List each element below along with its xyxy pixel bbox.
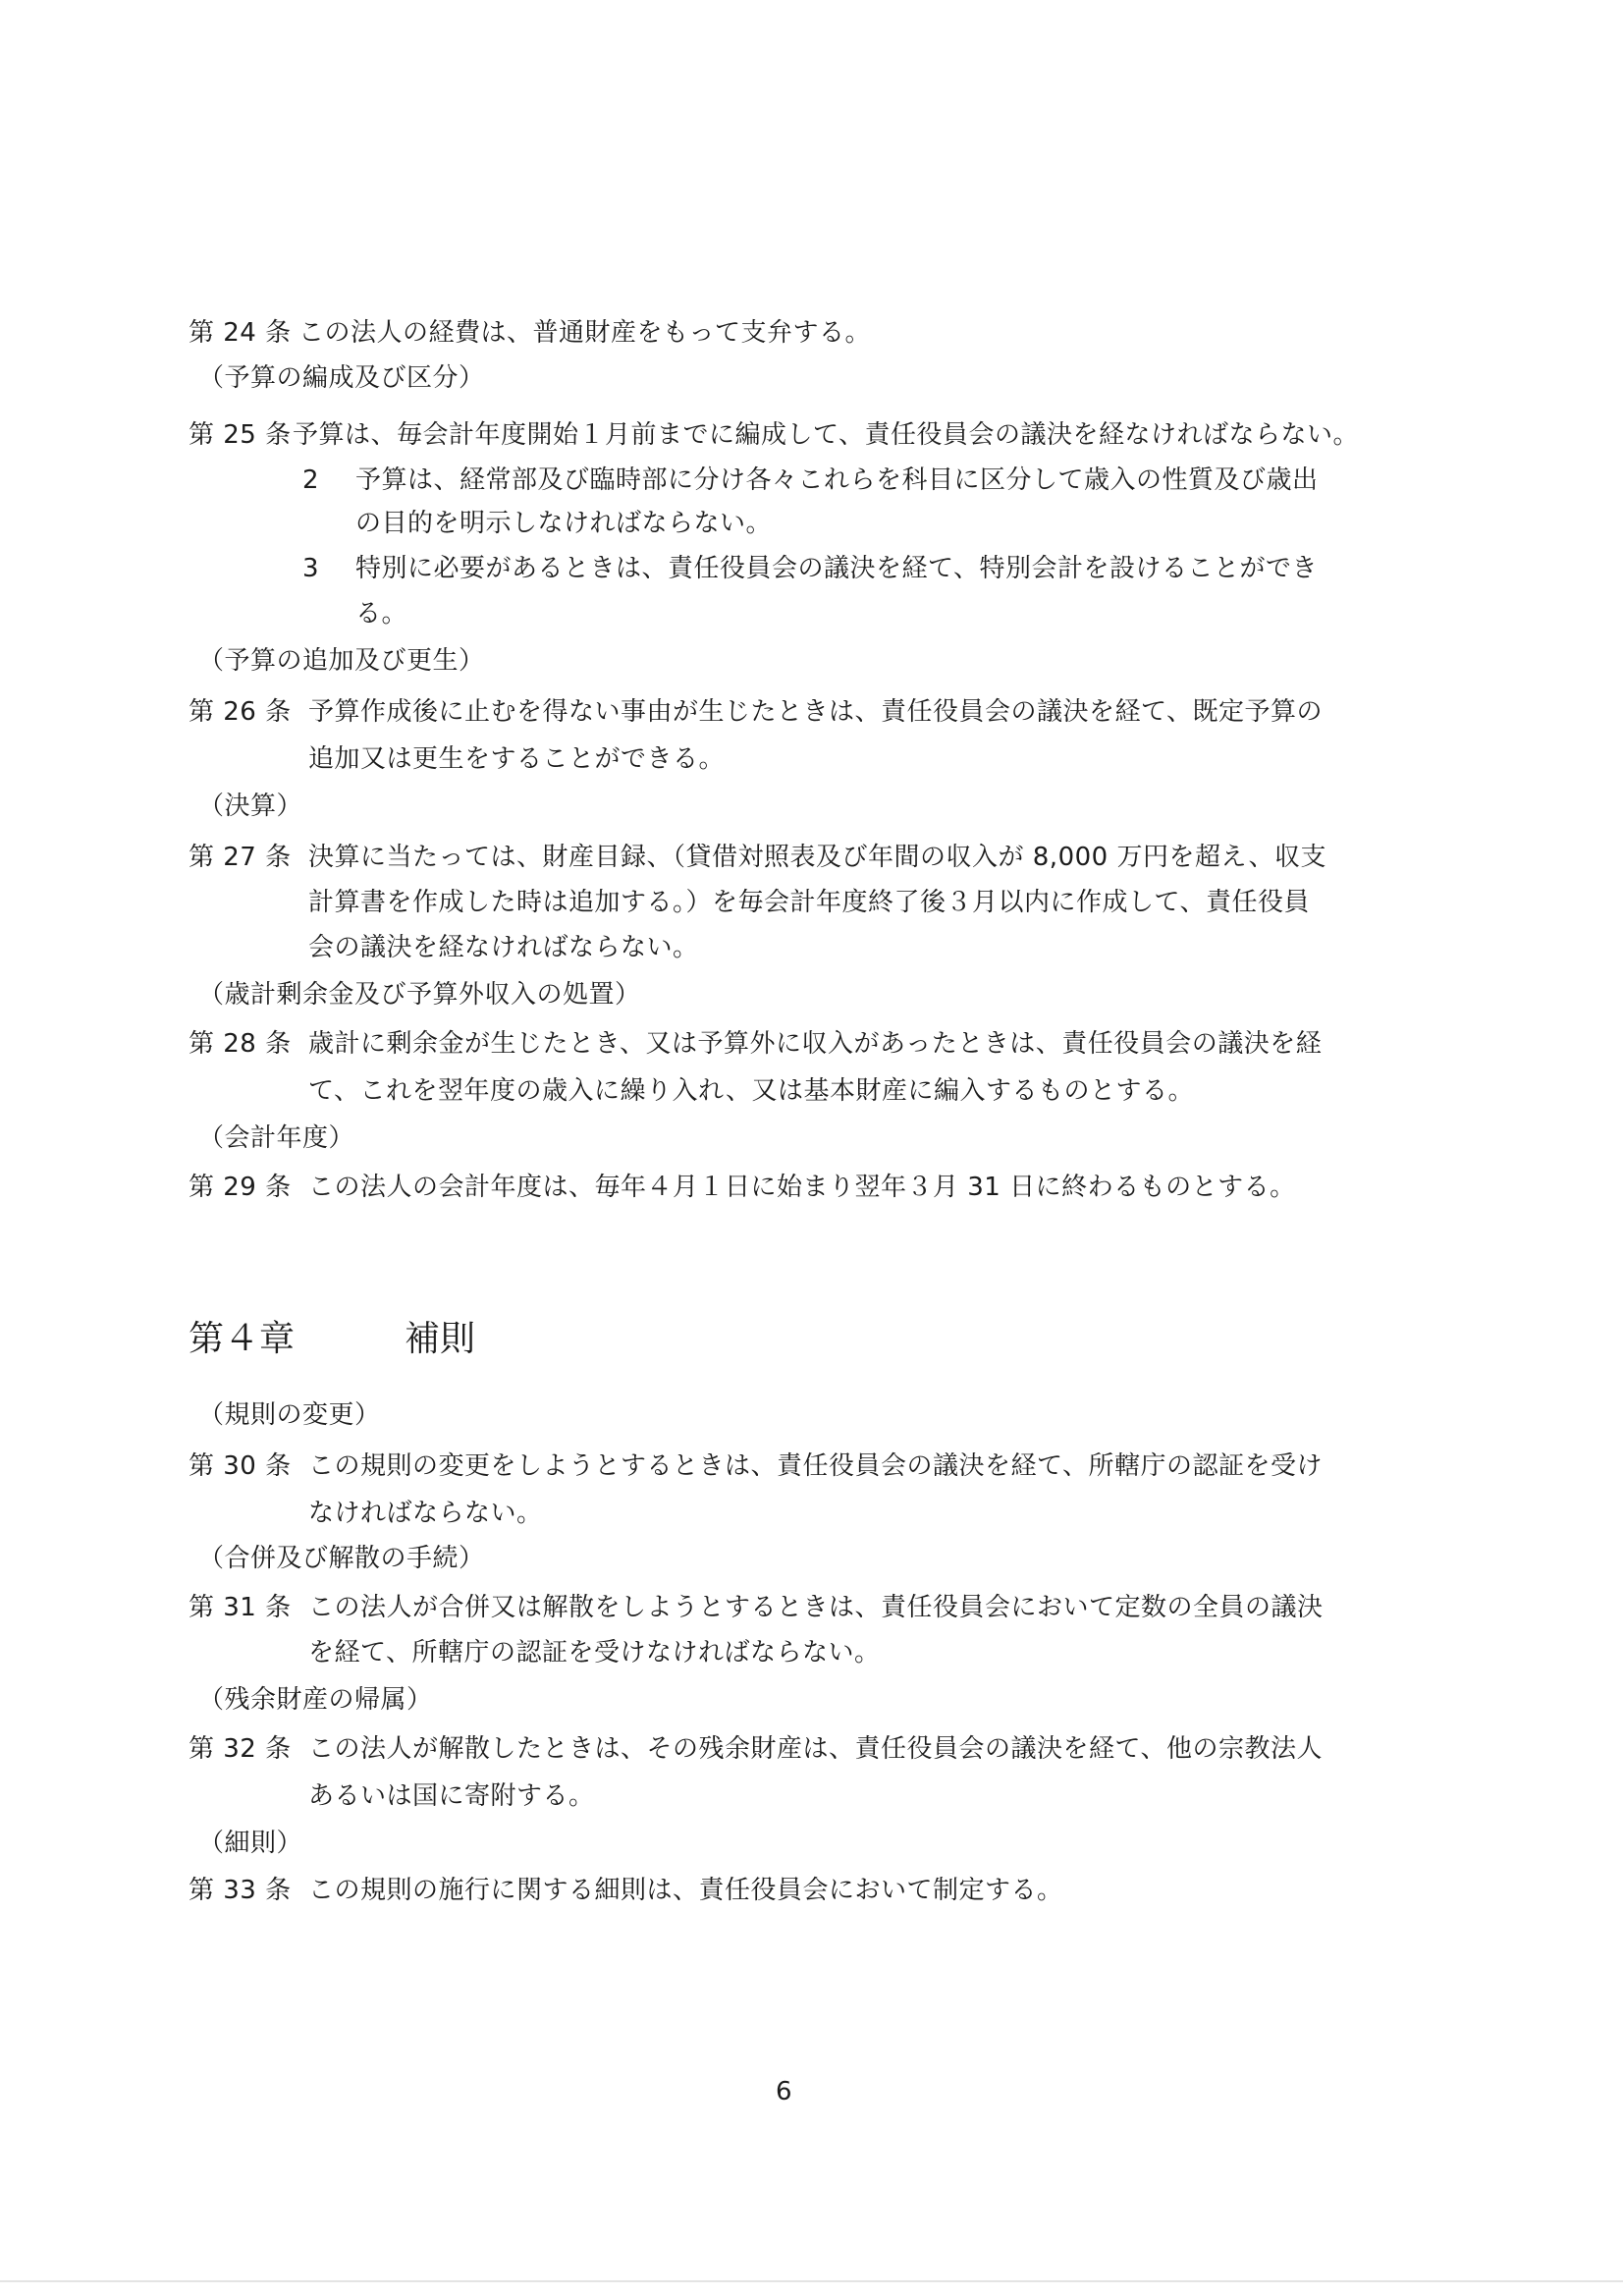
article-30: [189, 1449, 1323, 1483]
article-27: [189, 841, 1327, 874]
section-heading: （決算）: [198, 792, 303, 821]
paragraph-text: 特別に必要があるときは、責任役員会の議決を経て、特別会計を設けることができ: [355, 554, 1318, 583]
article-text: この規則の変更をしようとするときは、責任役員会の議決を経て、所轄庁の認証を受け: [308, 1451, 1323, 1481]
chapter-title: 補則: [405, 1319, 476, 1359]
article-text: あるいは国に寄附する。: [308, 1781, 595, 1811]
chapter-label: 第４章: [189, 1319, 296, 1359]
article-25: [189, 418, 1359, 452]
article-33: [189, 1874, 1063, 1907]
scan-edge: [0, 2280, 1623, 2282]
article-number: 第 25 条: [189, 420, 292, 450]
article-number: 第 28 条: [189, 1029, 292, 1059]
article-29: [189, 1171, 1296, 1204]
article-number: 第 24 条: [189, 318, 292, 348]
section-heading: （予算の編成及び区分）: [198, 363, 485, 393]
paragraph-text: る。: [355, 599, 408, 629]
paragraph-number: 3: [302, 554, 320, 583]
article-31: [189, 1591, 1324, 1624]
article-text: なければならない。: [308, 1499, 543, 1528]
section-heading: （規則の変更）: [198, 1400, 381, 1430]
article-26: [189, 695, 1323, 729]
article-number: 第 26 条: [189, 697, 292, 727]
article-32: [189, 1732, 1323, 1766]
article-28: [189, 1027, 1323, 1061]
article-text: この法人の会計年度は、毎年４月１日に始まり翌年３月 31 日に終わるものとする。: [308, 1173, 1296, 1202]
article-number: 第 32 条: [189, 1734, 292, 1764]
article-text: この法人の経費は、普通財産をもって支弁する。: [298, 318, 872, 348]
article-text: 決算に当たっては、財産目録、（貸借対照表及び年間の収入が 8,000 万円を超え、収支: [308, 843, 1327, 872]
article-text: この規則の施行に関する細則は、責任役員会において制定する。: [308, 1876, 1063, 1905]
article-text: 追加又は更生をすることができる。: [308, 744, 726, 774]
article-number: 第 29 条: [189, 1173, 292, 1202]
section-heading: （細則）: [198, 1829, 303, 1858]
article-text: 歳計に剰余金が生じたとき、又は予算外に収入があったときは、責任役員会の議決を経: [308, 1029, 1323, 1059]
paragraph-number: 2: [302, 465, 320, 495]
article-text: 予算は、毎会計年度開始１月前までに編成して、責任役員会の議決を経なければならない。: [293, 420, 1359, 450]
chapter-heading: [189, 1318, 476, 1361]
article-25-paragraph-2: [302, 464, 1319, 497]
article-number: 第 31 条: [189, 1593, 292, 1622]
article-text: この法人が解散したときは、その残余財産は、責任役員会の議決を経て、他の宗教法人: [308, 1734, 1323, 1764]
section-heading: （合併及び解散の手続）: [198, 1544, 485, 1573]
article-number: 第 33 条: [189, 1876, 292, 1905]
article-25-paragraph-3: [302, 552, 1318, 585]
section-heading: （会計年度）: [198, 1123, 355, 1153]
article-text: て、これを翌年度の歳入に繰り入れ、又は基本財産に編入するものとする。: [308, 1076, 1195, 1106]
article-text: この法人が合併又は解散をしようとするときは、責任役員会において定数の全員の議決: [308, 1593, 1324, 1622]
section-heading: （歳計剰余金及び予算外収入の処置）: [198, 980, 641, 1010]
section-heading: （予算の追加及び更生）: [198, 646, 485, 676]
article-number: 第 30 条: [189, 1451, 292, 1481]
paragraph-text: の目的を明示しなければならない。: [355, 509, 773, 538]
page-number: 6: [776, 2077, 792, 2106]
section-heading: （残余財産の帰属）: [198, 1685, 433, 1715]
article-text: 会の議決を経なければならない。: [308, 933, 699, 962]
paragraph-text: 予算は、経常部及び臨時部に分け各々これらを科目に区分して歳入の性質及び歳出: [355, 465, 1319, 495]
article-text: を経て、所轄庁の認証を受けなければならない。: [308, 1638, 881, 1667]
article-number: 第 27 条: [189, 843, 292, 872]
article-text: 予算作成後に止むを得ない事由が生じたときは、責任役員会の議決を経て、既定予算の: [308, 697, 1323, 727]
article-text: 計算書を作成した時は追加する。）を毎会計年度終了後３月以内に作成して、責任役員: [308, 888, 1310, 917]
article-24: [189, 316, 872, 350]
